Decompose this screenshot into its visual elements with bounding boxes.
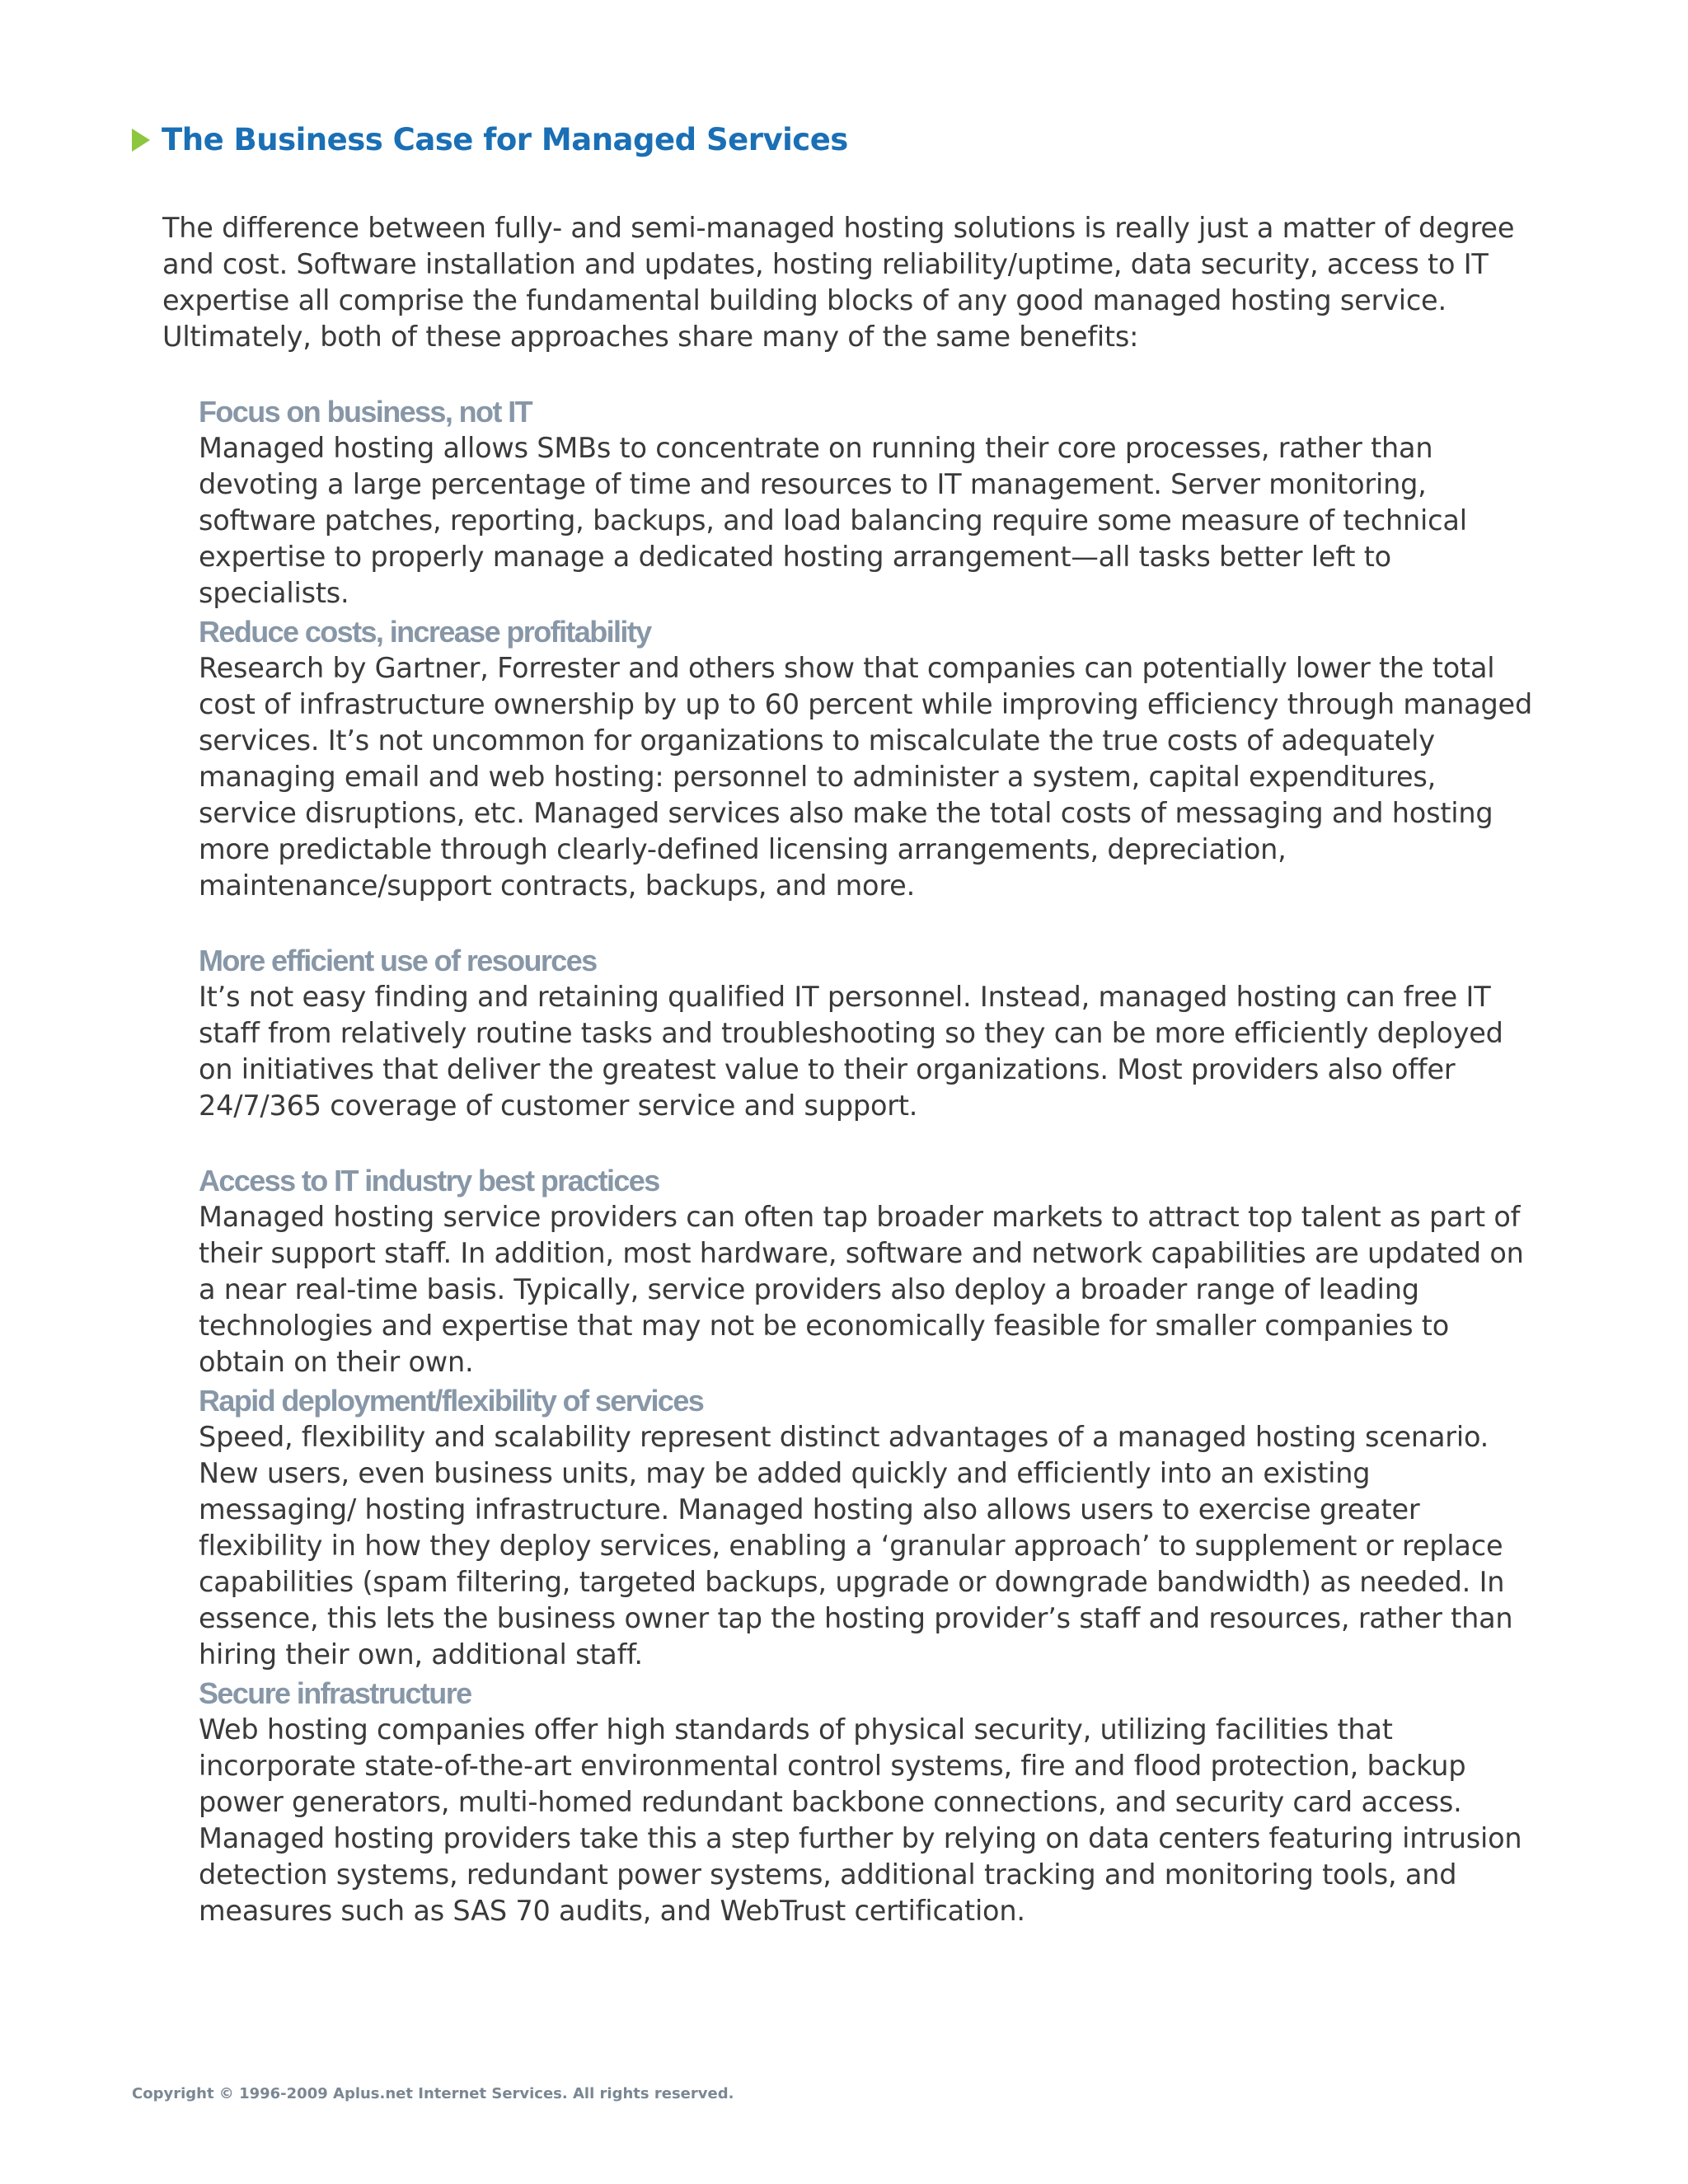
benefit-section: [199, 614, 1534, 943]
section-heading: Rapid deployment/flexibility of services: [199, 1384, 704, 1418]
intro-paragraph: The difference between fully- and semi-managed hosting solutions is really just a matter of degree and cost. Software installation and updates, hosting reliability/uptime, data security, access to IT expertise all comprise the fundamental building blocks of any good managed hosting service. Ultimately, both of these approaches share many of the same benefits:: [162, 212, 1515, 353]
section-heading: Reduce costs, increase profitability: [199, 615, 651, 649]
section-heading: More efficient use of resources: [199, 944, 597, 977]
benefit-section: [199, 1383, 1534, 1675]
page-title: The Business Case for Managed Services: [162, 122, 848, 157]
benefits-list: [199, 394, 1534, 1939]
section-heading: Access to IT industry best practices: [199, 1164, 659, 1197]
section-body: It’s not easy finding and retaining qualified IT personnel. Instead, managed hosting can free IT staff from relatively routine tasks and troubleshooting so they can be more efficiently deployed on initiatives that deliver the greatest value to their organizations. Most providers also offer 24/7/365 coverage of customer service and support.: [199, 981, 1503, 1122]
benefit-section: [199, 943, 1534, 1163]
section-body: Managed hosting service providers can often tap broader markets to attract top talent as part of their support staff. In addition, most hardware, software and network capabilities are updated on a near real-time basis. Typically, service providers also deploy a broader range of leading technologies and expertise that may not be economically feasible for smaller companies to obtain on their own.: [199, 1201, 1524, 1378]
copyright-notice: Copyright © 1996-2009 Aplus.net Internet Services. All rights reserved.: [132, 2085, 734, 2102]
section-body: Web hosting companies offer high standards of physical security, utilizing facilities that incorporate state-of-the-art environmental control systems, fire and flood protection, backup power generators, multi-homed redundant backbone connections, and security card access. Managed hosting providers take this a step further by relying on data centers featuring intrusion detection systems, redundant power systems, additional tracking and monitoring tools, and measures such as SAS 70 audits, and WebTrust certification.: [199, 1713, 1522, 1927]
section-heading: Secure infrastructure: [199, 1676, 471, 1710]
section-body: Research by Gartner, Forrester and others show that companies can potentially lower the total cost of infrastructure ownership by up to 60 percent while improving efficiency through managed services. It’s not uncommon for organizations to miscalculate the true costs of adequately managing email and web hosting: personnel to administer a system, capital expenditures, service disruptions, etc. Managed services also make the total costs of messaging and hosting more predictable through clearly-defined licensing arrangements, depreciation, maintenance/support contracts, backups, and more.: [199, 652, 1533, 902]
benefit-section: [199, 1163, 1534, 1383]
section-body: Speed, flexibility and scalability represent distinct advantages of a managed hosting scenario. New users, even business units, may be added quickly and efficiently into an existing messaging/ hosting infrastructure. Managed hosting also allows users to exercise greater flexibility in how they deploy services, enabling a ‘granular approach’ to supplement or replace capabilities (spam filtering, targeted backups, upgrade or downgrade bandwidth) as needed. In essence, this lets the business owner tap the hosting provider’s staff and resources, rather than hiring their own, additional staff.: [199, 1421, 1513, 1671]
triangle-bullet-icon: [132, 129, 150, 152]
page-header: [132, 122, 848, 157]
benefit-section: [199, 1675, 1534, 1939]
section-body: Managed hosting allows SMBs to concentrate on running their core processes, rather than devoting a large percentage of time and resources to IT management. Server monitoring, software patches, reporting, backups, and load balancing require some measure of technical expertise to properly manage a dedicated hosting arrangement—all tasks better left to specialists.: [199, 432, 1467, 609]
benefit-section: [199, 394, 1534, 614]
section-heading: Focus on business, not IT: [199, 395, 532, 429]
